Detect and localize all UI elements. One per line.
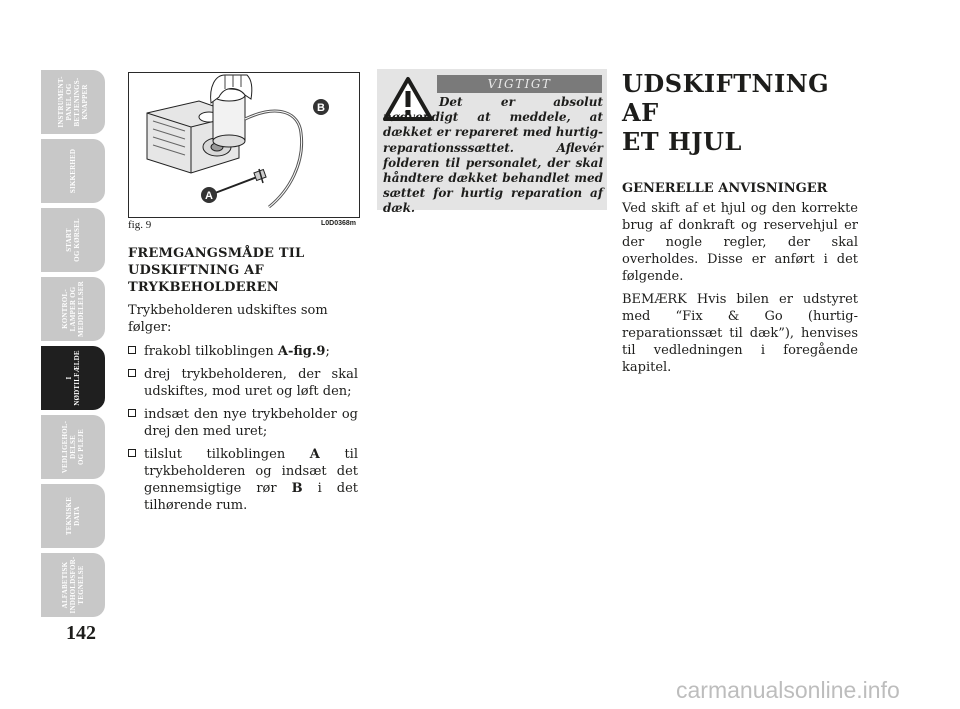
- page-number: 142: [66, 622, 96, 644]
- paragraph-general: Ved skift af et hjul og den korrekte brug af donkraft og reservehjul er der nogle regler, der skal overholdes. Disse er anført i det følgende.: [622, 201, 858, 284]
- tab-label: TEKNISKE DATA: [65, 496, 81, 536]
- tab-label: START OG KØRSEL: [65, 218, 81, 262]
- compressor-illustration: [128, 72, 360, 218]
- tab-start-og-korsel[interactable]: [41, 208, 105, 272]
- warning-heading: VIGTIGT: [437, 75, 602, 93]
- figure-code: L0D0368m: [321, 220, 357, 227]
- tab-sikkerhed[interactable]: [41, 139, 105, 203]
- checkbox-bullet-icon: [128, 409, 136, 417]
- watermark: carmanualsonline.info: [676, 677, 900, 703]
- section-title-line1: UDSKIFTNING AF: [622, 69, 830, 127]
- list-item: tilslut tilkoblingen A til trykbeholderen og indsæt det gennemsigtige rør B i det tilhørende rum.: [128, 446, 358, 514]
- paragraph-note: BEMÆRK Hvis bilen er udstyret med “Fix & Go (hurtig-reparationssæt til dæk”), henvises til vedledningen i foregående kapitel.: [622, 292, 858, 375]
- tab-label: ALFABETISK INDHOLDSFOR- TEGNELSE: [61, 556, 85, 614]
- procedure-steps: [128, 343, 358, 514]
- tab-instrumentpanel[interactable]: [41, 70, 105, 134]
- tab-tekniske-data[interactable]: [41, 484, 105, 548]
- checkbox-bullet-icon: [128, 346, 136, 354]
- compressor-drawing: [129, 73, 359, 217]
- label-b: B: [317, 102, 325, 114]
- checkbox-bullet-icon: [128, 449, 136, 457]
- tab-vedligeholdelse[interactable]: [41, 415, 105, 479]
- tab-label: VEDLIGEHOL- DELSE OG PLEJE: [61, 420, 85, 474]
- tab-i-nodtilfaelde[interactable]: [41, 346, 105, 410]
- checkbox-bullet-icon: [128, 369, 136, 377]
- section-title-line2: ET HJUL: [622, 127, 742, 156]
- list-item: indsæt den nye trykbeholder og drej den med uret;: [128, 406, 358, 440]
- warning-box: [377, 69, 607, 216]
- figure-caption: fig. 9: [128, 219, 152, 231]
- tab-kontrollamper[interactable]: [41, 277, 105, 341]
- list-item: frakobl tilkoblingen A-fig.9;: [128, 343, 358, 360]
- list-item: drej trykbeholderen, der skal udskiftes, mod uret og løft den;: [128, 366, 358, 400]
- tab-indholdsfortegnelse[interactable]: [41, 553, 105, 617]
- section-subheading: GENERELLE ANVISNINGER: [622, 181, 828, 196]
- tab-label: INSTRUMENT- PANEL OG BETJENINGS- KNAPPER: [57, 76, 89, 128]
- tab-label: KONTROL- LAMPER OG MEDDELELSER: [61, 281, 85, 337]
- procedure-intro: Trykbeholderen udskiftes som følger:: [128, 303, 328, 335]
- warning-text: Det er absolut nødvendigt at meddele, at dækket er repareret med hurtig-reparationsssættet. Aflevér folderen til personalet, der skal håndtere dækket behandlet med sættet for hurtig reparation af dæk.: [383, 95, 603, 216]
- procedure-heading: FREMGANGSMÅDE TIL UDSKIFTNING AF TRYKBEHOLDEREN: [128, 246, 305, 295]
- tab-label: I NØDTILFÆLDE: [65, 350, 81, 406]
- label-a: A: [205, 190, 213, 202]
- wheel-change-column: [622, 69, 858, 382]
- procedure-column: [128, 245, 358, 520]
- tab-label: SIKKERHED: [69, 148, 77, 194]
